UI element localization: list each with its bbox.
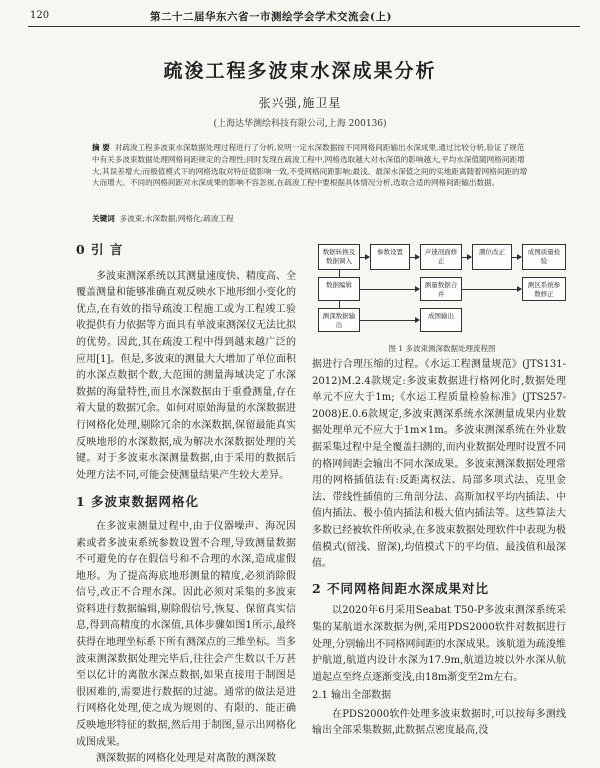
keywords-text: 多波束;水深数据;网格化;疏浚工程 [119,214,234,223]
arrow [360,257,369,258]
abstract-text: 对疏浚工程多波束水深数据处理过程进行了分析,说明一定水深数据按不同网格间距输出水深成果,通过比较分析,验证了规范中有关多波束数据处理网格间距规定的合理性;同时发现在疏浚工程中,网格选取越大对水深值的影响越大,平均水深值随网格间距增大,其误差增大;而极值模式下的网格选取对特征值影响一致,不受网格间距影响;最浅、最深水深值之间的实地距离随着网格间距的增大而增大。不同的网格间距对水深成果的影响不容忽视,在疏浚工程中要根据具体情况分析,选取合适的网格间距输出数据。 [92,143,528,188]
flowchart-figure-1 [318,244,566,336]
abstract-label: 摘 要 [92,143,110,152]
box-depth-output: 测深数据输出 [318,308,360,332]
intro-paragraph: 多波束测深系统以其测量速度快、精度高、全覆盖测量和能够准确直观反映水下地形细小变化的优点,在有效的指导疏浚工程施工或为工程竣工验收提供有力依据等方面具有单波束测深仪无法比拟的优势。因此,其在疏浚工程中得到越来越广泛的应用[1]。但是,多波束的测量大大增加了单位面积的水深点数据个数,大范围的测量海域决定了水深数据的海量特性,而且水深数据由于重叠测量,存在着大量的数据冗余。如何对原始海量的水深数据进行网格化处理,剔除冗余的水深数据,保留最能真实反映地形的水深数据,成为解决水深数据处理的关键。对于多波束水深测量数据,由于采用的数据后处理方法不同,可能会使测量结果产生较大差异。 [76,270,296,481]
arrow [360,289,419,290]
right-paragraph-1: 据进行合理压缩的过程。《水运工程测量规范》(JTS131-2012)M.2.4款规定:多波束数据进行格网化时,数据处理单元不应大于1m;《水运工程质量检验标准》(JTS257-2008)E.0.6款规定,多波束测深系统水深测量成果内业数据处理单元不应大于1m×1m。多波束测深系统在外业数据采集过程中是全覆盖扫测的,而内业数据处理时设置不同的格网间距会输出不同水深成果。多波束测深数据处理常用的网格插值法有:反距离权法、局部多项式法、克里金法、带线性插值的三角剖分法、高斯加权平均内插法、中值内插法、极小值内插法和极大值内插法等。这些算法大多数已经被软件所收录,在多波束数据处理软件中表现为极值模式(留浅、留深),均值模式下的平均值、最浅值和最深值。 [312,359,566,570]
connector [339,301,340,308]
figure-caption: 图 1 多波束测深数据处理流程图 [388,344,496,353]
arrow [410,257,419,258]
section-2-paragraph: 以2020年6月采用Seabat T50-P多波束测深系统采集的某航道水深数据为例,采用PDS2000软件对数据进行处理,分别输出不同格网间距的水深成果。该航道为疏浚维护航道,航道内设计水深为17.9m,航道边坡以外水深从航道起点至终点逐渐变浅,由18m渐变至2m左右。 [312,605,566,683]
subsection-2-1-paragraph: 在PDS2000软件处理多波束数据时,可以按每多测线输出全部采集数据,此数据点密度最高,没 [312,708,566,737]
right-column [312,357,566,740]
arrow [462,257,471,258]
box-system-parameter: 测区系统参数修正 [522,277,566,301]
box-data-conversion: 数据转换及数据调入 [318,244,360,270]
connector [339,270,340,277]
subsection-2-1-heading: 2.1 输出全部数据 [312,690,392,702]
arrow [360,320,419,321]
box-sound-velocity: 声速剖面修正 [420,244,462,270]
keywords-label: 关键词 [92,214,115,223]
box-data-editing: 数据编辑 [318,277,360,301]
abstract [92,142,530,189]
article-authors: 张兴强,施卫星 [258,96,342,110]
keywords [92,213,530,224]
arrow [512,257,521,258]
left-column [76,242,296,768]
section-1-heading: 1 多波束数据网格化 [76,494,200,510]
box-map-output: 成图输出 [420,308,462,332]
intro-heading: 0 引 言 [76,242,124,257]
box-tide-correction: 潮位改正 [472,244,512,270]
journal-header: 第二十二届华东六省一市测绘学会学术交流会(上) [150,11,392,23]
left-last-line: 测深数据的网格化处理是对离散的测深数 [96,753,276,765]
article-title: 疏浚工程多波束水深成果分析 [163,60,437,82]
box-quality-check: 成图质量检验 [522,244,566,270]
box-data-merge: 测量数据合并 [420,277,462,301]
section-2-heading: 2 不同网格间距水深成果对比 [312,580,490,596]
arrow [462,289,521,290]
box-parameter-setting: 参数设置 [370,244,410,270]
section-1-paragraph: 在多波束测量过程中,由于仪器噪声、海况因素或者多波束系统参数设置不合理,导致测量数据不可避免的存在假信号和不合理的水深,造成虚假地形。为了提高海底地形测量的精度,必须消除假信号,改正不合理水深。因此必须对采集的多波束资料进行数据编辑,剔除假信号,恢复、保留真实信息,得到高精度的水深值,具体步骤如图1所示,最终获得在地理坐标系下所有测深点的三维坐标。当多波束测深数据处理完毕后,往往会产生数以千万甚至以亿计的离散水深点数据,如果直接用于制图是很困难的,需要进行数据的过滤。通常的做法是进行网格化处理,使之成为规则的、有限的、能正确反映地形特征的数据,然后用于制图,显示出网格化成图成果。 [76,520,296,748]
article-affiliation: (上海达华测绘科技有限公司,上海 200136) [213,119,387,129]
page-number: 120 [30,10,50,21]
header-rule [28,26,580,27]
